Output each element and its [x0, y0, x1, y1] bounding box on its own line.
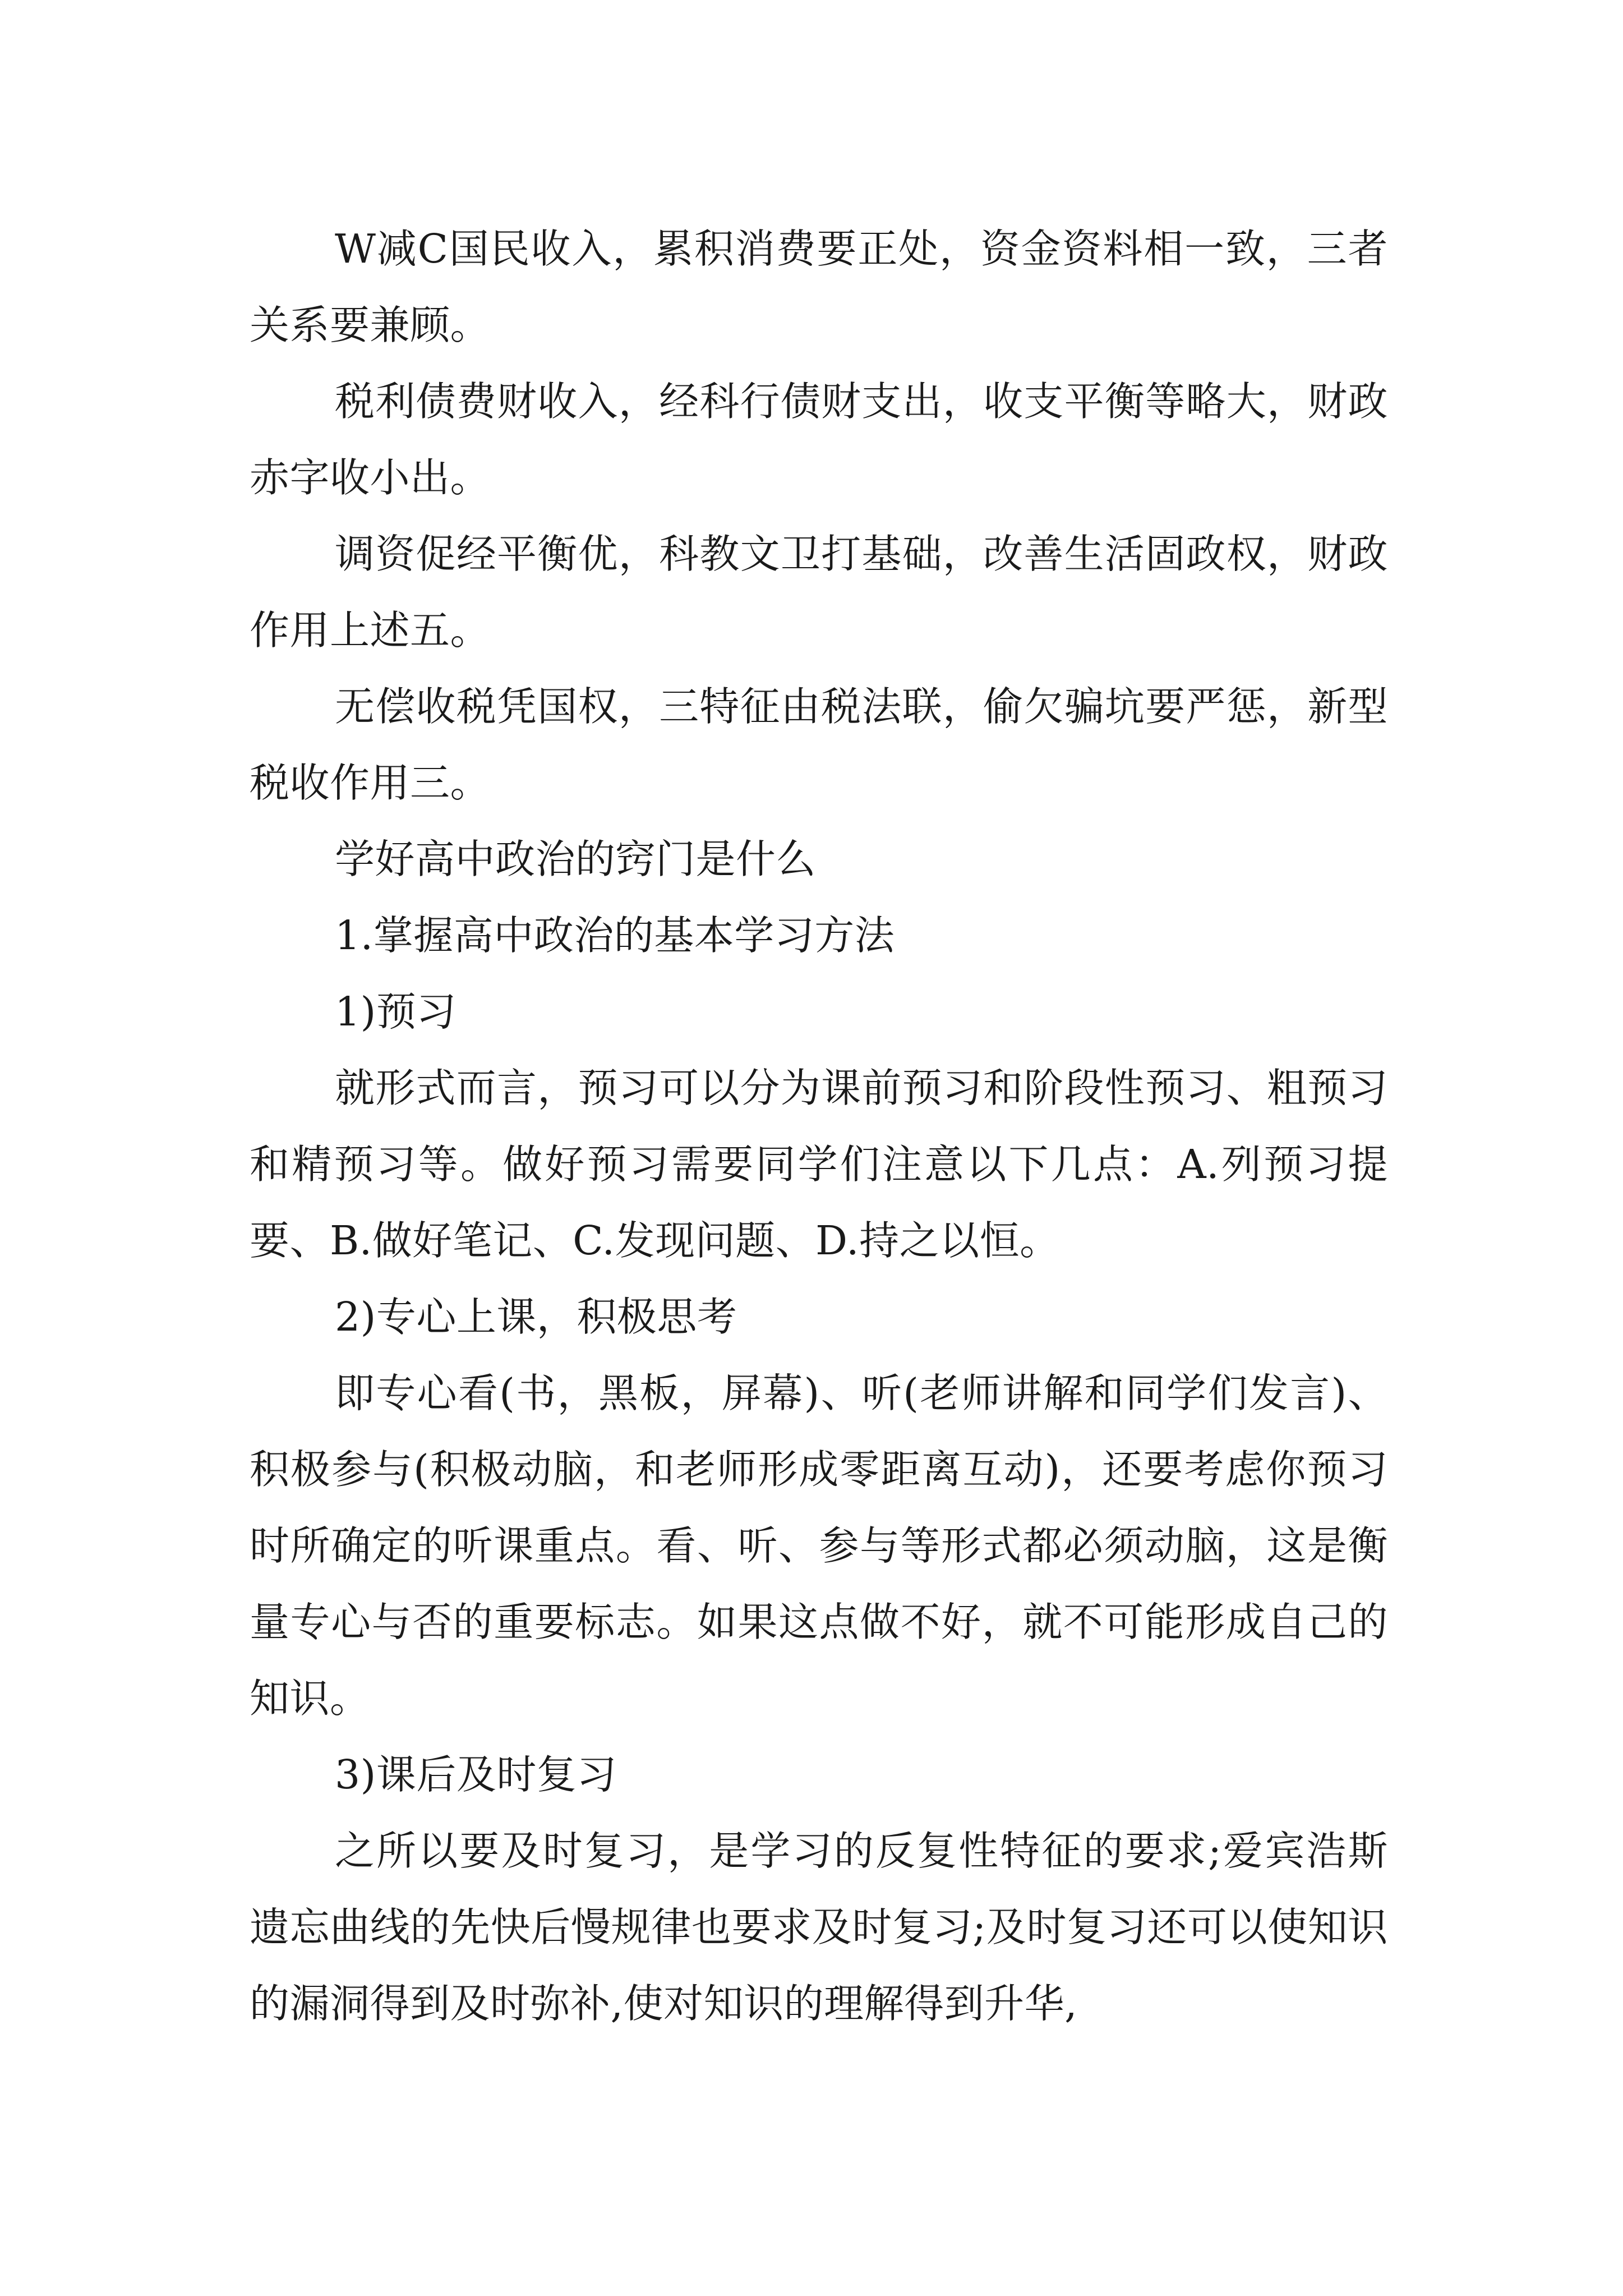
section-heading: 学好高中政治的窍门是什么	[335, 836, 817, 882]
paragraph-fiscal-revenue: 税利债费财收入，经科行债财支出，收支平衡等略大，财政赤字收小出。	[250, 378, 1388, 501]
paragraph-review: 之所以要及时复习，是学习的反复性特征的要求;爱宾浩斯遗忘曲线的先快后慢规律也要求及时复习;及时复习还可以使知识的漏洞得到及时弥补,使对知识的理解得到升华,	[250, 1828, 1388, 2027]
paragraph-fiscal-role: 调资促经平衡优，科教文卫打基础，改善生活固政权，财政作用上述五。	[250, 531, 1388, 654]
paragraph-preview: 就形式而言，预习可以分为课前预习和阶段性预习、粗预习和精预习等。做好预习需要同学们注意以下几点：A.列预习提要、B.做好笔记、C.发现问题、D.持之以恒。	[250, 1065, 1388, 1264]
item-heading-preview: 1)预习	[335, 988, 457, 1035]
subheading-methods: 1.掌握高中政治的基本学习方法	[335, 912, 895, 959]
paragraph-class: 即专心看(书，黑板，屏幕)、听(老师讲解和同学们发言)、积极参与(积极动脑，和老师形成零距离互动)，还要考虑你预习时所确定的听课重点。看、听、参与等形式都必须动脑，这是衡量专心与否的重要标志。如果这点做不好，就不可能形成自己的知识。	[250, 1370, 1388, 1722]
item-heading-review: 3)课后及时复习	[335, 1751, 617, 1798]
paragraph-national-income: W减C国民收入，累积消费要正处，资金资料相一致，三者关系要兼顾。	[250, 226, 1388, 348]
paragraph-taxation: 无偿收税凭国权，三特征由税法联，偷欠骗坑要严惩，新型税收作用三。	[250, 683, 1388, 806]
item-heading-class: 2)专心上课，积极思考	[335, 1294, 737, 1340]
document-body	[250, 211, 1388, 2042]
